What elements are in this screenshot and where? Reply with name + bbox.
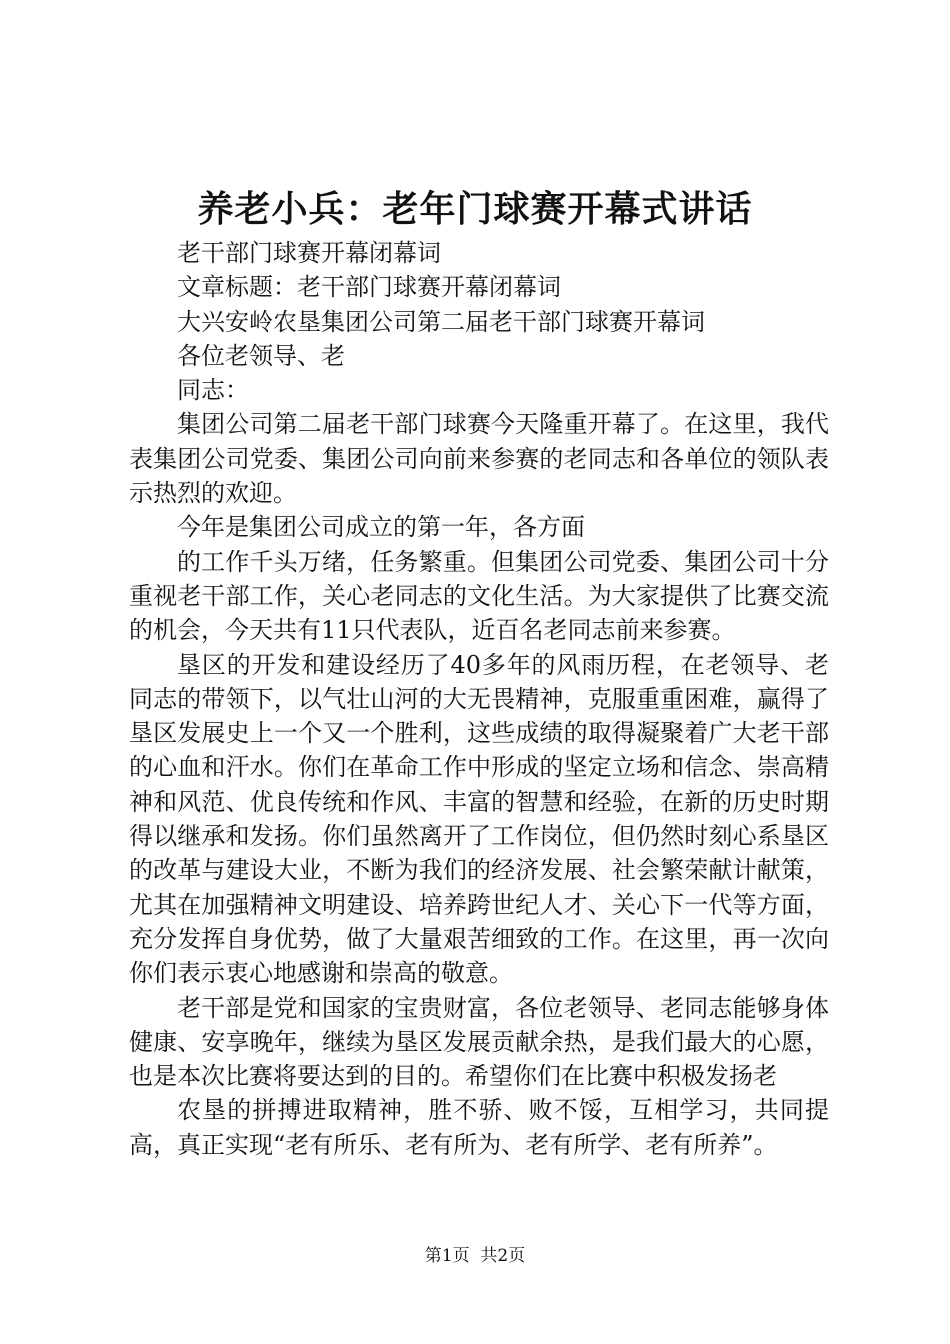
paragraph: 今年是集团公司成立的第一年，各方面	[177, 513, 585, 542]
page-number-footer: 第1页 共2页	[424, 1246, 526, 1266]
paragraph: 集团公司第二届老干部门球赛今天隆重开幕了。在这里，我代表集团公司党委、集团公司向前来参赛的老同志和各单位的领队表示热烈的欢迎。	[129, 410, 829, 508]
paragraph: 的工作千头万绪，任务繁重。但集团公司党委、集团公司十分重视老干部工作，关心老同志的文化生活。为大家提供了比赛交流的机会，今天共有11只代表队，近百名老同志前来参赛。	[129, 547, 829, 645]
paragraph: 农垦的拼搏进取精神，胜不骄、败不馁，互相学习，共同提高，真正实现“老有所乐、老有所为、老有所学、老有所养”。	[129, 1096, 829, 1159]
paragraph: 垦区的开发和建设经历了40多年的风雨历程，在老领导、老同志的带领下，以气壮山河的大无畏精神，克服重重困难，赢得了垦区发展史上一个又一个胜利，这些成绩的取得凝聚着广大老干部的心血和汗水。你们在革命工作中形成的坚定立场和信念、崇高精神和风范、优良传统和作风、丰富的智慧和经验，在新的历史时期得以继承和发扬。你们虽然离开了工作岗位，但仍然时刻心系垦区的改革与建设大业，不断为我们的经济发展、社会繁荣献计献策，尤其在加强精神文明建设、培养跨世纪人才、关心下一代等方面，充分发挥自身优势，做了大量艰苦细致的工作。在这里，再一次向你们表示衷心地感谢和崇高的敬意。	[129, 650, 829, 988]
paragraph: 文章标题：老干部门球赛开幕闭幕词	[177, 273, 561, 302]
paragraph: 各位老领导、老	[177, 341, 345, 370]
paragraph: 大兴安岭农垦集团公司第二届老干部门球赛开幕词	[177, 307, 705, 336]
document-title: 养老小兵：老年门球赛开幕式讲话	[197, 188, 753, 230]
paragraph: 老干部门球赛开幕闭幕词	[177, 239, 441, 267]
paragraph: 老干部是党和国家的宝贵财富，各位老领导、老同志能够身体健康、安享晚年，继续为垦区发展贡献余热，是我们最大的心愿，也是本次比赛将要达到的目的。希望你们在比赛中积极发扬老	[129, 993, 829, 1091]
paragraph: 同志：	[177, 376, 249, 405]
document-body	[129, 236, 829, 1162]
